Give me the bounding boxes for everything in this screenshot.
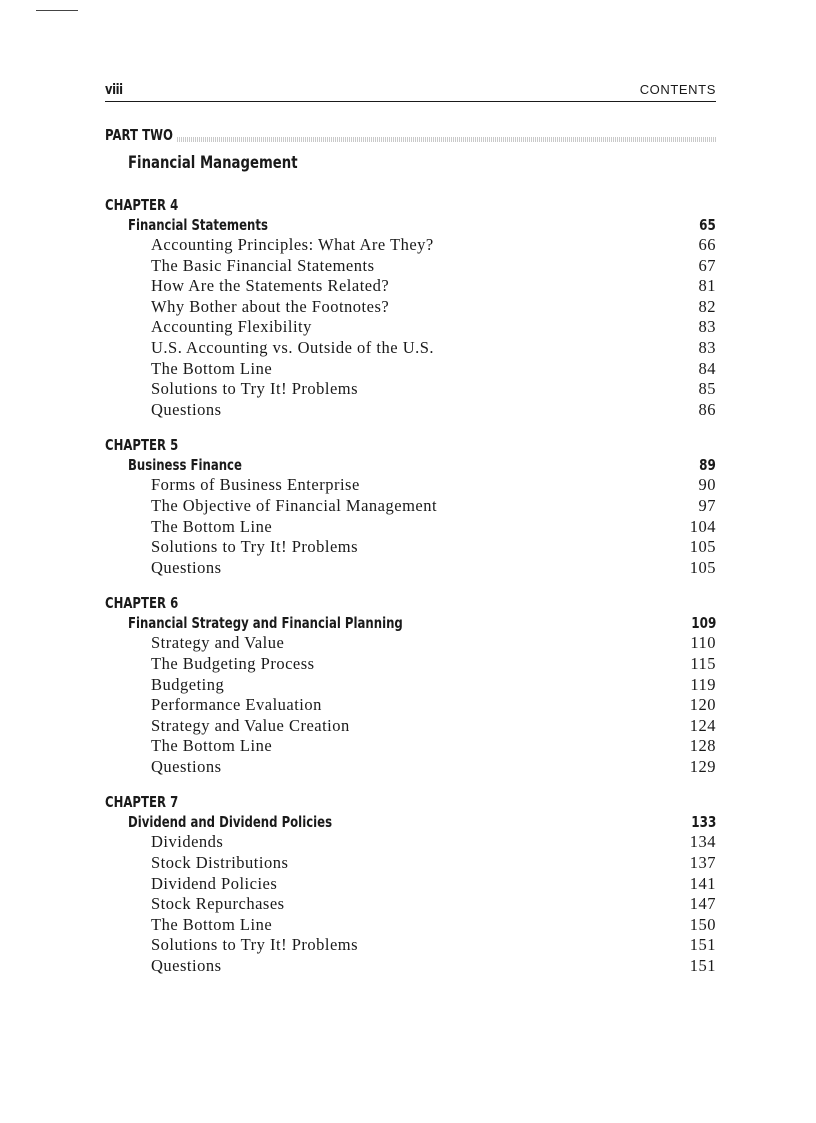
toc-entry-title: Accounting Principles: What Are They? (151, 235, 434, 254)
toc-entry[interactable] (105, 400, 716, 421)
chapter-title: Financial Statements (128, 216, 268, 234)
toc-entry-title: The Objective of Financial Management (151, 495, 438, 515)
toc-entry[interactable] (105, 675, 716, 696)
toc-entry-title: How Are the Statements Related? (151, 276, 390, 296)
toc-entry-page: 83 (698, 317, 716, 337)
toc-entry-title: The Bottom Line (151, 358, 273, 378)
toc-entry-title: Accounting Flexibility (151, 317, 312, 337)
toc-entry-page: 67 (698, 255, 716, 275)
toc-entry-title: Questions (151, 756, 222, 776)
toc-entry-title: The Bottom Line (151, 516, 273, 536)
toc-entry[interactable] (105, 379, 716, 400)
toc-entry-page: 115 (690, 653, 716, 673)
toc-entry-title: The Bottom Line (151, 914, 273, 934)
chapter-page-number: 65 (699, 216, 716, 234)
chapter-label: CHAPTER 4 (105, 196, 179, 214)
chapter-label: CHAPTER 5 (105, 436, 179, 455)
toc-entry-title: Questions (151, 399, 222, 419)
chapter-label: CHAPTER 6 (105, 594, 179, 613)
running-head: CONTENTS (639, 82, 716, 97)
toc-entry-title: The Budgeting Process (151, 653, 315, 673)
toc-entry-title: Why Bother about the Footnotes? (151, 296, 390, 316)
toc-entry[interactable] (105, 757, 716, 778)
toc-entry-title: Solutions to Try It! Problems (151, 537, 359, 557)
toc-entry-page: 105 (689, 557, 716, 577)
chapter-block (105, 593, 716, 777)
toc-entry-title: Performance Evaluation (151, 695, 322, 715)
toc-entry[interactable] (105, 297, 716, 318)
chapter-title: Dividend and Dividend Policies (128, 813, 333, 832)
toc-entry[interactable] (105, 475, 716, 496)
toc-entry-page: 134 (689, 832, 716, 852)
chapter-title: Business Finance (128, 456, 242, 475)
chapter-block (105, 792, 716, 976)
toc-entry[interactable] (105, 235, 716, 256)
toc-entry-title: Dividend Policies (151, 873, 278, 893)
toc-entry[interactable] (105, 537, 716, 558)
toc-entry-page: 151 (689, 935, 716, 955)
toc-entry-title: Budgeting (151, 674, 225, 694)
toc-entry[interactable] (105, 935, 716, 956)
chapter-title-row[interactable] (105, 215, 716, 235)
chapter-page-number: 89 (699, 456, 716, 475)
toc-entry-title: Strategy and Value Creation (151, 715, 350, 735)
toc-entry-page: 129 (689, 756, 716, 776)
toc-entry[interactable] (105, 853, 716, 874)
toc-entry[interactable] (105, 716, 716, 737)
toc-entry[interactable] (105, 695, 716, 716)
toc-entry-title: Dividends (151, 832, 224, 852)
chapter-title-row[interactable] (105, 812, 716, 832)
toc-entry[interactable] (105, 256, 716, 277)
toc-entry-page: 147 (689, 894, 716, 914)
crop-mark (36, 0, 78, 11)
toc-entry-page: 104 (689, 516, 716, 536)
toc-entry[interactable] (105, 894, 716, 915)
chapter-title-row[interactable] (105, 613, 716, 633)
chapter-block (105, 195, 716, 420)
toc-entry[interactable] (105, 915, 716, 936)
toc-entry-title: Stock Repurchases (151, 894, 285, 914)
toc-entry-title: Solutions to Try It! Problems (151, 935, 359, 955)
toc-entry-page: 84 (698, 358, 716, 378)
part-title: Financial Management (128, 153, 298, 173)
chapter-page-number: 133 (690, 813, 716, 832)
toc-entry-page: 151 (689, 956, 716, 976)
toc-entry-page: 86 (698, 399, 716, 419)
toc-entry-page: 105 (689, 537, 716, 557)
toc-entry-page: 150 (689, 914, 716, 934)
toc-entry-title: U.S. Accounting vs. Outside of the U.S. (151, 337, 435, 357)
toc-entry-page: 120 (689, 695, 716, 715)
chapter-block (105, 435, 716, 578)
toc-entry-page: 83 (698, 337, 716, 357)
toc-entry-page: 110 (690, 633, 716, 653)
toc-entry-page: 66 (698, 235, 716, 254)
toc-entry-title: Questions (151, 557, 222, 577)
toc-entry[interactable] (105, 317, 716, 338)
toc-entry[interactable] (105, 517, 716, 538)
toc-entry[interactable] (105, 654, 716, 675)
toc-entry[interactable] (105, 359, 716, 380)
toc-entry-page: 82 (698, 296, 716, 316)
toc-entry-page: 85 (698, 379, 716, 399)
toc-entry-page: 141 (689, 873, 716, 893)
toc-entry[interactable] (105, 558, 716, 579)
toc-entry-page: 137 (689, 853, 716, 873)
toc-entry-title: Forms of Business Enterprise (151, 475, 360, 495)
toc-entry-title: The Bottom Line (151, 736, 273, 756)
toc-entry-title: The Basic Financial Statements (151, 255, 375, 275)
toc-entry-title: Stock Distributions (151, 853, 289, 873)
toc-entry[interactable] (105, 633, 716, 654)
toc-entry[interactable] (105, 956, 716, 977)
chapter-page-number: 109 (690, 614, 716, 633)
toc-entry-title: Questions (151, 956, 222, 976)
toc-entry[interactable] (105, 276, 716, 297)
toc-entry-page: 97 (698, 495, 716, 515)
chapter-title: Financial Strategy and Financial Planning (128, 614, 403, 633)
part-label: PART TWO (105, 126, 176, 144)
toc-entry[interactable] (105, 338, 716, 359)
chapter-label: CHAPTER 7 (105, 793, 179, 812)
toc-entry[interactable] (105, 874, 716, 895)
toc-entry[interactable] (105, 496, 716, 517)
part-rule (175, 137, 716, 142)
toc-entry-page: 119 (690, 674, 716, 694)
page-header (105, 82, 716, 102)
chapter-title-row[interactable] (105, 455, 716, 475)
toc-entry[interactable] (105, 832, 716, 853)
toc-entry[interactable] (105, 736, 716, 757)
toc-entry-page: 81 (698, 276, 716, 296)
toc-entry-page: 90 (698, 475, 716, 495)
part-heading (105, 126, 716, 146)
page-folio: viii (105, 82, 123, 98)
toc-entry-page: 124 (689, 715, 716, 735)
toc-entry-title: Strategy and Value (151, 633, 285, 653)
table-of-contents (105, 195, 716, 992)
toc-entry-title: Solutions to Try It! Problems (151, 379, 359, 399)
toc-entry-page: 128 (689, 736, 716, 756)
